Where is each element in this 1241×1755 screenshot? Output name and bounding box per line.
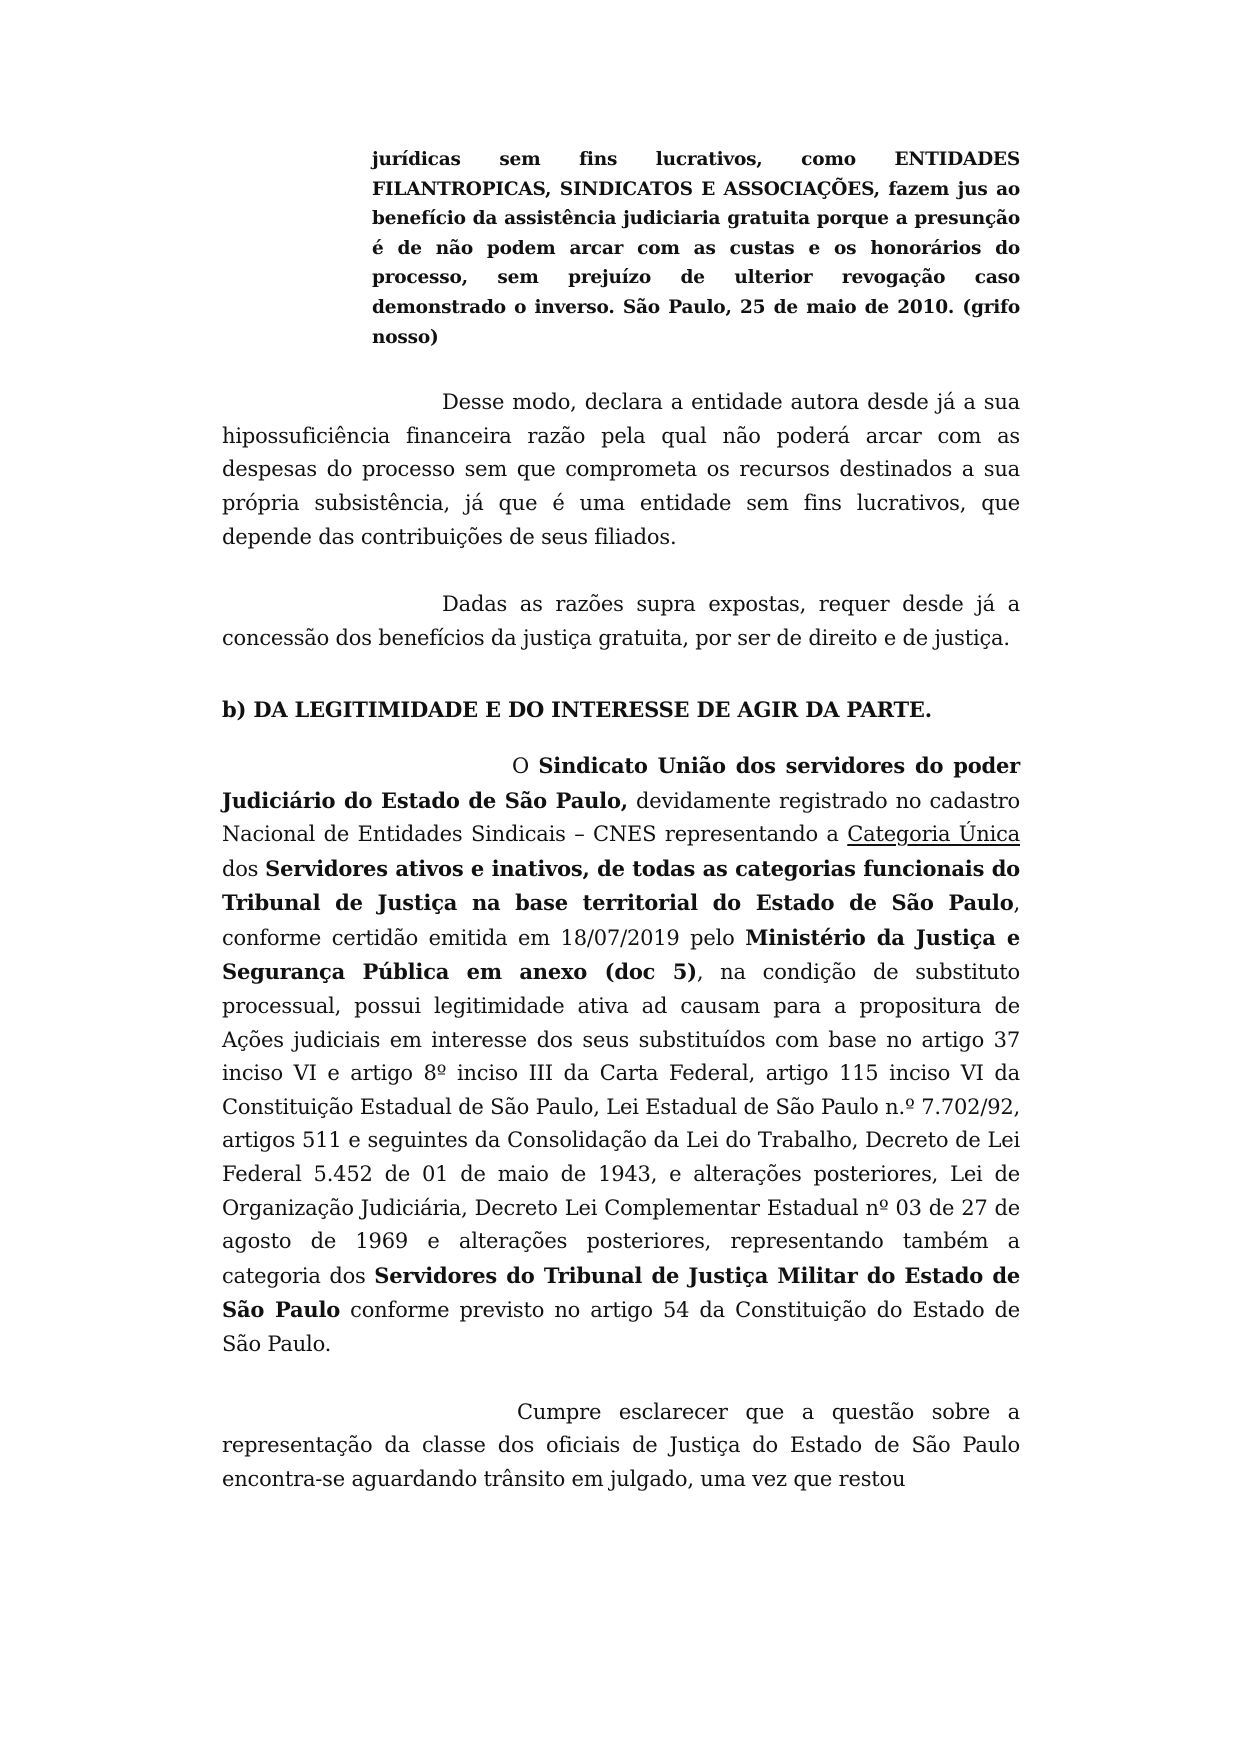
underlined-categoria-unica: Categoria Única xyxy=(847,822,1020,847)
text-run: dos xyxy=(222,856,266,881)
paragraph-hipossuficiencia: Desse modo, declara a entidade autora desde já a sua hipossuficiência financeira razão pela qual não poderá arcar com as despesas do processo sem que comprometa os recursos destinados a sua própria subsistência, já que é uma entidade sem fins lucrativos, que depende das contribuições de seus filiados. xyxy=(222,390,1020,549)
section-heading-legitimidade: b) DA LEGITIMIDADE E DO INTERESSE DE AGIR DA PARTE. xyxy=(222,697,932,723)
bold-ministerio: Ministério da Justiça e Segurança Pública em anexo (doc 5) xyxy=(222,924,1020,985)
paragraph-legitimidade xyxy=(222,749,1020,1362)
bold-union-name: Sindicato União dos servidores do poder Judiciário do Estado de São Paulo, xyxy=(222,752,1021,813)
paragraph-oficiais-justica: Cumpre esclarecer que a questão sobre a representação da classe dos oficiais de Justiça do Estado de São Paulo encontra-se aguardando trânsito em julgado, uma vez que restou xyxy=(222,1399,1020,1491)
bold-servidores-categorias: Servidores ativos e inativos, de todas as categorias funcionais do Tribunal de Justiça na base territorial do Estado de São Paulo xyxy=(222,855,1020,916)
bold-tribunal-militar: Servidores do Tribunal de Justiça Militar do Estado de São Paulo xyxy=(222,1262,1020,1323)
paragraph-request-justica-gratuita: Dadas as razões supra expostas, requer desde já a concessão dos benefícios da justiça gratuita, por ser de direito e de justiça. xyxy=(222,592,1020,650)
text-run: O xyxy=(512,753,539,778)
jurisprudence-quote: jurídicas sem fins lucrativos, como ENTIDADES FILANTROPICAS, SINDICATOS E ASSOCIAÇÕES, fazem jus ao benefício da assistência judiciaria gratuita porque a presunção é de não podem arcar com as custas e os honorários do processo, sem prejuízo de ulterior revogação caso demonstrado o inverso. São Paulo, 25 de maio de 2010. (grifo nosso) xyxy=(372,149,1020,348)
text-run: , conforme certidão emitida em 18/07/2019 pelo xyxy=(222,891,1020,950)
text-run: , na condição de substituto processual, possui legitimidade ativa ad causam para a propositura de Ações judiciais em interesse dos seus substituídos com base no artigo 37 inciso VI e artigo 8º inciso III da Carta Federal, artigo 115 inciso VI da Constituição Estadual de São Paulo, Lei Estadual de São Paulo n.º 7.702/92, artigos 511 e seguintes da Consolidação da Lei do Trabalho, Decreto de Lei Federal 5.452 de 01 de maio de 1943, e alterações posteriores, Lei de Organização Judiciária, Decreto Lei Complementar Estadual nº 03 de 27 de agosto de 1969 e alterações posteriores, representando também a categoria dos xyxy=(222,960,1020,1288)
text-run: devidamente registrado no cadastro Nacional de Entidades Sindicais – CNES representando a xyxy=(222,788,1020,847)
text-run: conforme previsto no artigo 54 da Constituição do Estado de São Paulo. xyxy=(222,1298,1020,1356)
document-page xyxy=(222,145,1020,1496)
